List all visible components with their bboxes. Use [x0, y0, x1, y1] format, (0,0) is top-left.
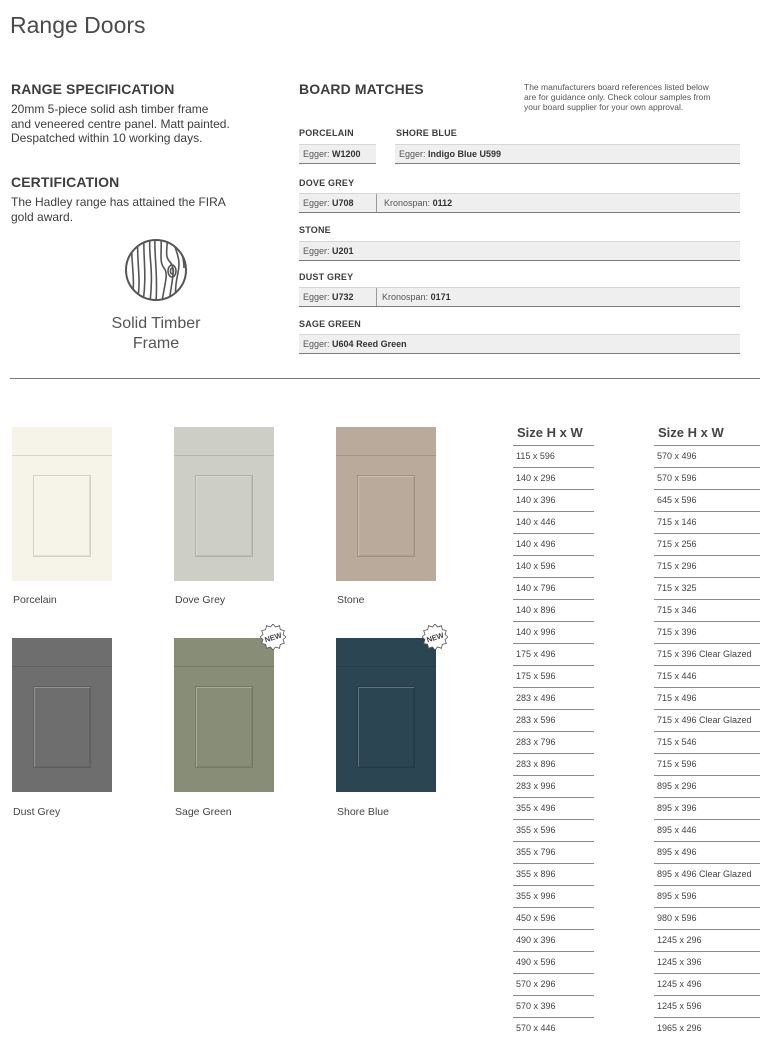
- new-badge-icon: [422, 624, 448, 650]
- door-label-porcelain: Porcelain: [13, 594, 57, 606]
- size-row: 140 x 896: [513, 599, 594, 621]
- size-row: 1245 x 396: [654, 951, 760, 973]
- size-row: 140 x 396: [513, 489, 594, 511]
- door-top-rail: [336, 427, 436, 456]
- size-row: 570 x 496: [654, 445, 760, 467]
- size-row: 570 x 596: [654, 467, 760, 489]
- door-centre-panel: [357, 686, 415, 768]
- size-row: 355 x 896: [513, 863, 594, 885]
- door-centre-panel: [195, 475, 253, 557]
- door-top-rail: [12, 638, 112, 667]
- size-heading-right: Size H x W: [658, 425, 724, 440]
- size-row: 1965 x 296: [654, 1017, 760, 1039]
- cert-line: gold award.: [11, 209, 74, 224]
- door-swatch-porcelain: [12, 427, 112, 581]
- size-row: 283 x 996: [513, 775, 594, 797]
- door-top-rail: [336, 638, 436, 667]
- dust-grey-board-row: [299, 287, 740, 307]
- size-row: 895 x 446: [654, 819, 760, 841]
- size-list-right: [654, 445, 760, 1039]
- door-label-dove-grey: Dove Grey: [175, 594, 226, 606]
- size-row: 570 x 446: [513, 1017, 594, 1039]
- size-row: 140 x 596: [513, 555, 594, 577]
- door-top-rail: [174, 427, 274, 456]
- size-row: 895 x 496 Clear Glazed: [654, 863, 760, 885]
- size-heading-left: Size H x W: [517, 425, 583, 440]
- size-row: 715 x 396 Clear Glazed: [654, 643, 760, 665]
- dust-grey-label: DUST GREY: [299, 272, 354, 282]
- size-row: 140 x 996: [513, 621, 594, 643]
- stone-board-row: [299, 241, 740, 261]
- size-row: 645 x 596: [654, 489, 760, 511]
- new-badge-icon: [260, 624, 286, 650]
- size-row: 715 x 596: [654, 753, 760, 775]
- size-row: 1245 x 496: [654, 973, 760, 995]
- size-row: 355 x 996: [513, 885, 594, 907]
- new-badge-text: NEW: [263, 630, 283, 645]
- door-top-rail: [12, 427, 112, 456]
- size-row: 895 x 496: [654, 841, 760, 863]
- size-row: 283 x 596: [513, 709, 594, 731]
- size-row: 115 x 596: [513, 445, 594, 467]
- door-top-rail: [174, 638, 274, 667]
- door-swatch-stone: [336, 427, 436, 581]
- board-ref: Egger: U732: [303, 292, 354, 302]
- door-centre-panel: [33, 686, 91, 768]
- size-row: 283 x 496: [513, 687, 594, 709]
- door-centre-panel: [357, 475, 415, 557]
- size-list-left: [513, 445, 594, 1039]
- size-row: 140 x 446: [513, 511, 594, 533]
- dove-grey-board-row: [299, 193, 740, 213]
- size-row: 715 x 396: [654, 621, 760, 643]
- size-row: 715 x 256: [654, 533, 760, 555]
- size-row: 355 x 596: [513, 819, 594, 841]
- spec-line: and veneered centre panel. Matt painted.: [11, 116, 230, 131]
- stone-label: STONE: [299, 225, 331, 235]
- shore-blue-label: SHORE BLUE: [396, 128, 458, 138]
- dove-grey-label: DOVE GREY: [299, 178, 355, 188]
- door-swatch-dove-grey: [174, 427, 274, 581]
- size-row: 570 x 296: [513, 973, 594, 995]
- door-centre-panel: [33, 475, 91, 557]
- certification-heading: CERTIFICATION: [11, 174, 120, 190]
- door-label-dust-grey: Dust Grey: [13, 806, 61, 818]
- board-matches-note: [524, 82, 749, 112]
- size-row: 140 x 496: [513, 533, 594, 555]
- note-line: The manufacturers board references listed below: [524, 82, 709, 92]
- door-swatch-shore-blue: [336, 638, 436, 792]
- door-label-stone: Stone: [337, 594, 365, 606]
- door-swatch-sage-green: [174, 638, 274, 792]
- size-row: 715 x 496: [654, 687, 760, 709]
- size-row: 140 x 796: [513, 577, 594, 599]
- door-swatch-dust-grey: [12, 638, 112, 792]
- size-row: 895 x 396: [654, 797, 760, 819]
- size-row: 175 x 596: [513, 665, 594, 687]
- size-row: 715 x 325: [654, 577, 760, 599]
- spec-line: Despatched within 10 working days.: [11, 131, 203, 145]
- wood-grain-icon: [124, 238, 188, 302]
- size-row: 283 x 896: [513, 753, 594, 775]
- board-ref: Egger: U604 Reed Green: [303, 339, 407, 349]
- size-row: 140 x 296: [513, 467, 594, 489]
- board-ref: Egger: Indigo Blue U599: [399, 149, 502, 159]
- door-centre-panel: [195, 686, 253, 768]
- shore-blue-board-row: [395, 144, 740, 164]
- new-badge-text: NEW: [425, 630, 445, 645]
- certification-text: [11, 195, 226, 224]
- timber-caption-line: Solid Timber: [111, 315, 201, 332]
- door-label-sage-green: Sage Green: [175, 806, 232, 818]
- size-row: 715 x 146: [654, 511, 760, 533]
- size-row: 1245 x 596: [654, 995, 760, 1017]
- size-row: 355 x 796: [513, 841, 594, 863]
- note-line: are for guidance only. Check colour samples from: [524, 92, 711, 102]
- range-specification-heading: RANGE SPECIFICATION: [11, 81, 175, 97]
- section-divider: [10, 378, 760, 379]
- board-matches-heading: BOARD MATCHES: [299, 81, 424, 97]
- size-row: 715 x 346: [654, 599, 760, 621]
- size-row: 490 x 396: [513, 929, 594, 951]
- size-row: 895 x 596: [654, 885, 760, 907]
- door-label-shore-blue: Shore Blue: [337, 806, 389, 818]
- size-row: 450 x 596: [513, 907, 594, 929]
- board-ref: Kronospan: 0171: [376, 288, 451, 306]
- note-line: your board supplier for your own approval.: [524, 102, 684, 112]
- size-row: 895 x 296: [654, 775, 760, 797]
- sage-green-label: SAGE GREEN: [299, 319, 362, 329]
- porcelain-label: PORCELAIN: [299, 128, 354, 138]
- size-row: 715 x 496 Clear Glazed: [654, 709, 760, 731]
- range-specification-text: [11, 102, 230, 146]
- board-ref: Kronospan: 0112: [376, 194, 452, 212]
- board-ref: Egger: U201: [303, 246, 354, 256]
- page-title: Range Doors: [10, 12, 146, 38]
- sage-green-board-row: [299, 334, 740, 354]
- timber-caption-line: Frame: [132, 335, 180, 352]
- size-row: 715 x 446: [654, 665, 760, 687]
- size-row: 490 x 596: [513, 951, 594, 973]
- size-row: 355 x 496: [513, 797, 594, 819]
- porcelain-board-row: [299, 144, 376, 164]
- cert-line: The Hadley range has attained the FIRA: [11, 195, 226, 209]
- size-row: 715 x 296: [654, 555, 760, 577]
- size-row: 715 x 546: [654, 731, 760, 753]
- size-row: 980 x 596: [654, 907, 760, 929]
- size-row: 570 x 396: [513, 995, 594, 1017]
- spec-line: 20mm 5-piece solid ash timber frame: [11, 102, 209, 116]
- size-row: 175 x 496: [513, 643, 594, 665]
- board-ref: Egger: U708: [303, 198, 354, 208]
- size-row: 1245 x 296: [654, 929, 760, 951]
- solid-timber-caption: [96, 314, 216, 354]
- board-ref: Egger: W1200: [303, 149, 361, 159]
- size-row: 283 x 796: [513, 731, 594, 753]
